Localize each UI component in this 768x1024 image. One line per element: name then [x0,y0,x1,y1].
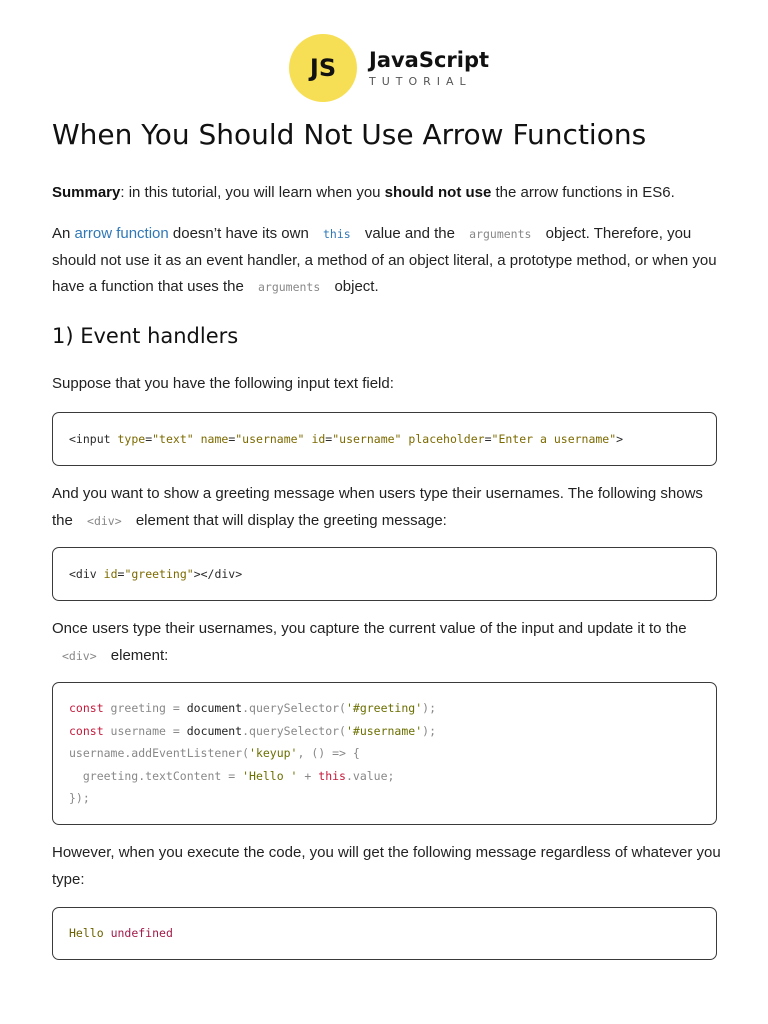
code-keyword: const [69,723,104,738]
logo-text [369,47,489,90]
code-line: <input type="text" name="username" id="username" placeholder="Enter a username"> [69,431,624,446]
intro-paragraph [52,221,722,301]
intro-text-1: An [52,225,75,242]
code-object: document [186,701,243,716]
code-text: .querySelector( [242,701,346,716]
code-text: }); [69,791,90,806]
code-object: document [186,723,243,738]
arrow-function-link[interactable]: arrow function [74,225,169,242]
site-logo[interactable] [289,34,489,102]
inline-code-div: <div> [87,513,122,528]
logo-title: JavaScript [369,47,490,72]
summary-text-2: the arrow functions in ES6. [491,184,675,201]
code-block-js[interactable] [52,682,717,825]
div-text-2: element that will display the greeting message: [131,511,447,529]
code-string: 'keyup' [249,746,298,761]
code-keyword: this [318,768,346,783]
div-text-1: And you want to show a greeting message when users type their usernames. The following shows the [52,485,703,529]
summary-label: Summary [52,184,121,201]
intro-text-5: object. [330,278,379,295]
code-text: username = [103,723,187,738]
inline-code-div-2: <div> [62,648,97,663]
intro-text-3: value and the [360,225,460,242]
output-word-hello: Hello [69,926,104,941]
code-line: <div id="greeting"></div> [69,566,243,581]
code-text: greeting.textContent = [69,768,243,783]
code-line-5 [69,787,700,810]
capture-text-2: element: [106,646,169,664]
code-string: '#username' [345,723,423,738]
code-attr: id [103,566,118,581]
output-word-undefined: undefined [110,926,173,941]
code-value: "text" [152,431,194,446]
page-title: When You Should Not Use Arrow Functions [52,118,647,151]
code-line-4 [69,765,700,788]
code-value: "greeting" [124,566,194,581]
code-text: .value; [345,768,395,783]
inline-code-arguments: arguments [469,227,532,241]
code-value: "username" [332,431,402,446]
capture-text-1: Once users type their usernames, you capture the current value of the input and update it to the [52,620,687,637]
input-paragraph: Suppose that you have the following input text field: [52,375,394,392]
code-value: "username" [235,431,305,446]
code-block-div[interactable] [52,547,717,601]
summary-bold: should not use [384,184,492,201]
code-string: '#greeting' [345,701,423,716]
code-block-output[interactable] [52,907,717,960]
div-paragraph [52,481,722,534]
js-logo-badge: JS [289,34,357,102]
code-tag: <div [69,566,97,581]
code-line-3 [69,742,700,765]
code-tag: ></div> [193,566,243,581]
code-text: ); [422,723,436,738]
code-text: .querySelector( [242,723,346,738]
code-string: 'Hello ' [242,768,298,783]
section-heading-event-handlers: 1) Event handlers [52,324,239,348]
code-attr: placeholder [408,431,485,446]
code-line-output [69,922,700,945]
capture-paragraph [52,616,722,669]
code-block-input[interactable] [52,412,717,466]
code-text: + [297,768,319,783]
code-text: username.addEventListener( [69,746,250,761]
inline-code-arguments-2: arguments [257,280,321,294]
code-attr: id [311,431,326,446]
code-text: ); [422,701,436,716]
intro-text-2: doesn’t have its own [168,225,313,242]
code-value: "Enter a username" [491,431,617,446]
code-line-2 [69,720,700,743]
summary-paragraph [52,180,722,207]
code-tag: <input [69,431,111,446]
code-line-1 [69,697,700,720]
however-paragraph: However, when you execute the code, you will get the following message regardless of whatever you type: [52,844,721,888]
code-attr: name [200,431,229,446]
intro-text-4: object. Therefore, you should not use it as an event handler, a method of an object literal, a prototype method, or when you have a function that uses the [52,225,717,295]
logo-subtitle: TUTORIAL [369,74,472,88]
code-tag: > [616,431,624,446]
code-text: greeting = [103,701,187,716]
code-text: , () => { [297,746,360,761]
code-attr: type [117,431,146,446]
summary-text-1: : in this tutorial, you will learn when you [120,184,385,201]
code-keyword: const [69,701,104,716]
inline-code-this: this [323,227,351,241]
